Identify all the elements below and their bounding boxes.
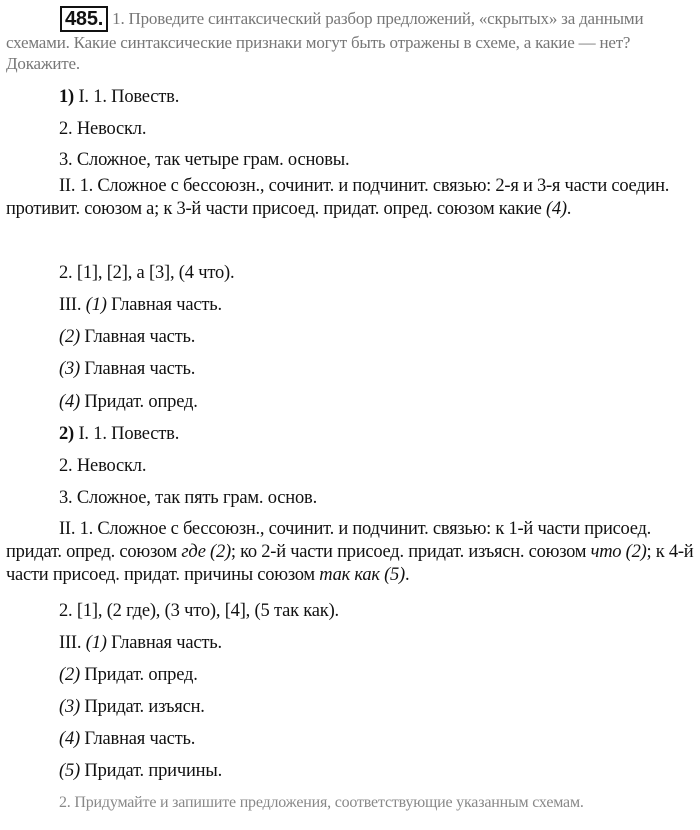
part-description: Придат. причины. — [79, 761, 223, 781]
part-description: Придат. опред. — [79, 665, 198, 685]
answer-2-ii1-text: ; к 4-й части присоед. придат. причины союзом — [6, 542, 694, 585]
answer-1-line-i1 — [59, 86, 179, 108]
part-description: Придат. опред. — [79, 392, 198, 412]
answer-1-ii1-ref: (4) — [545, 199, 567, 219]
answer-2-narrative: I. 1. Повеств. — [78, 424, 180, 444]
answer-2-line-i1 — [59, 423, 179, 445]
answer-1-scheme: 2. [1], [2], а [3], (4 что). — [59, 263, 235, 283]
answer-1-line-i2: 2. Невоскл. — [59, 119, 147, 139]
answer-2-ii1-text: II. 1. Сложное с бессоюзн., сочинит. и подчинит. связью: к 1-й части присоед. придат. опред. союзом — [6, 519, 652, 562]
answer-1-ii1-end: . — [566, 199, 572, 219]
conjunction-ref: так как (5) — [319, 565, 405, 585]
answer-1-iii-1 — [59, 294, 222, 316]
part-description: Главная часть. — [79, 359, 196, 379]
conjunction-ref: что (2) — [590, 542, 647, 562]
answer-2-iii-prefix: III. — [59, 633, 86, 653]
answer-2-iii-2 — [59, 664, 198, 686]
part-number: (5) — [59, 761, 80, 781]
part-description: Главная часть. — [106, 633, 222, 653]
answer-2-ii1-end: . — [404, 565, 410, 585]
answer-1-paragraph-ii1 — [6, 175, 696, 221]
answer-1-iii-prefix: III. — [59, 295, 86, 315]
answer-1-line-i3: 3. Сложное, так четыре грам. основы. — [59, 150, 350, 170]
part-number: (2) — [59, 665, 80, 685]
part-description: Главная часть. — [106, 295, 222, 315]
answer-2-iii-4 — [59, 728, 195, 750]
answer-2-line-i3: 3. Сложное, так пять грам. основ. — [59, 488, 318, 508]
answer-2-ii1-text: ; ко 2-й части присоед. придат. изъясн. союзом — [230, 542, 591, 562]
task-1-instruction: 1. Проведите синтаксический разбор предложений, «скрытых» за данными схемами. Какие синтаксические признаки могут быть отражены в схеме, а какие — нет? Докажите. — [6, 9, 644, 73]
answer-1-ii1-text: II. 1. Сложное с бессоюзн., сочинит. и подчинит. связью: 2-я и 3-я части соедин. противит. союзом а; к 3-й части присоед. придат. опред. союзом какие — [6, 176, 670, 219]
answer-2-iii-1 — [59, 632, 222, 654]
exercise-number-badge: 485. — [60, 6, 108, 32]
answer-1-iii-3 — [59, 358, 195, 380]
task-2-instruction: 2. Придумайте и запишите предложения, соответствующие указанным схемам. — [59, 794, 584, 811]
answer-2-line-i2: 2. Невоскл. — [59, 456, 147, 476]
task-1-text — [6, 6, 696, 74]
part-description: Главная часть. — [79, 729, 196, 749]
part-number: (2) — [59, 327, 80, 347]
part-description: Главная часть. — [79, 327, 196, 347]
part-number: (4) — [59, 392, 80, 412]
part-number: (1) — [85, 295, 107, 315]
answer-2-scheme: 2. [1], (2 где), (3 что), [4], (5 так как). — [59, 601, 339, 621]
answer-1-narrative: I. 1. Повеств. — [78, 87, 180, 107]
conjunction-ref: где (2) — [181, 542, 231, 562]
answer-2-marker: 2) — [59, 424, 75, 444]
answer-2-iii-3 — [59, 696, 205, 718]
part-number: (1) — [85, 633, 107, 653]
answer-1-iii-2 — [59, 326, 195, 348]
part-number: (3) — [59, 359, 80, 379]
answer-1-iii-4 — [59, 391, 198, 413]
part-description: Придат. изъясн. — [79, 697, 205, 717]
part-number: (3) — [59, 697, 80, 717]
answer-1-marker: 1) — [59, 87, 75, 107]
answer-2-paragraph-ii1 — [6, 518, 696, 587]
answer-2-iii-5 — [59, 760, 222, 782]
part-number: (4) — [59, 729, 80, 749]
